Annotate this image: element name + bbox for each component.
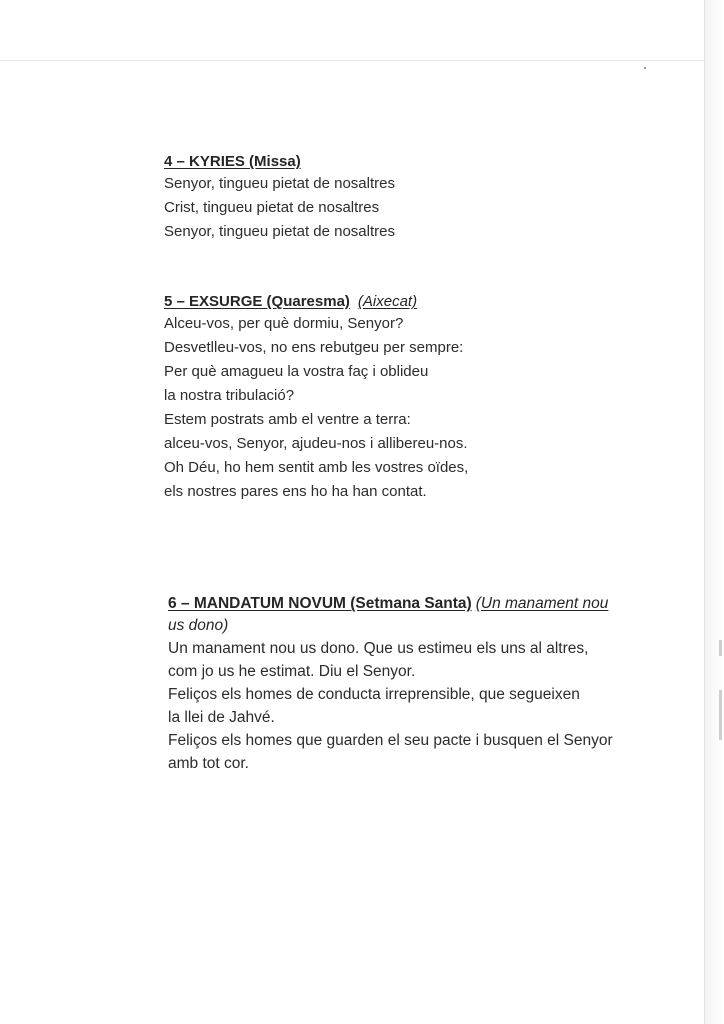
section-title [164,292,684,312]
text-line: els nostres pares ens ho ha han contat. [164,483,427,500]
section-title-text: 6 – MANDATUM NOVUM (Setmana Santa) [168,595,472,612]
text-line: Senyor, tingueu pietat de nosaltres [164,175,395,192]
text-line: Estem postrats amb el ventre a terra: [164,411,411,428]
text-line: Feliços els homes de conducta irreprensible, que segueixen [168,686,580,703]
section-title: 4 – KYRIES (Missa) [164,153,301,170]
text-line: Desvetlleu-vos, no ens rebutgeu per sempre: [164,339,464,356]
text-line: Feliços els homes que guarden el seu pacte i busquen el Senyor [168,732,613,749]
section-title-text: 5 – EXSURGE (Quaresma) [164,293,350,310]
section-subtitle: (Aixecat) [357,293,418,310]
text-line: Senyor, tingueu pietat de nosaltres [164,223,395,240]
text-line: alceu-vos, Senyor, ajudeu-nos i allibereu-nos. [164,435,468,452]
section-kyries [164,152,684,244]
text-line: Alceu-vos, per què dormiu, Senyor? [164,315,404,332]
section-mandatum-novum [168,593,688,775]
text-line: Crist, tingueu pietat de nosaltres [164,199,380,216]
text-line: la llei de Jahvé. [168,709,275,726]
text-line: Oh Déu, ho hem sentit amb les vostres oïdes, [164,459,469,476]
text-line: Un manament nou us dono. Que us estimeu els uns al altres, [168,640,589,657]
section-title [168,593,688,615]
text-line: com jo us he estimat. Diu el Senyor. [168,663,416,680]
text-line: Per què amagueu la vostra faç i oblideu [164,363,429,380]
scan-right-edge [704,0,724,1024]
scan-top-border [0,60,705,61]
scan-artifact [719,640,722,656]
scan-artifact [719,690,722,740]
section-subtitle: (Un manament nou [475,595,609,612]
text-line: amb tot cor. [168,755,249,772]
section-subtitle-continued: us dono) [168,617,229,634]
text-line: la nostra tribulació? [164,387,295,404]
section-exsurge [164,292,684,504]
scan-speck [644,67,646,69]
